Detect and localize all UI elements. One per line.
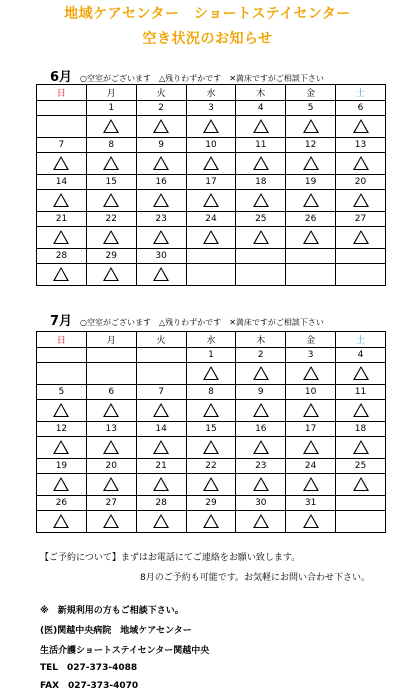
- availability-cell: [286, 190, 336, 212]
- day-number: 8: [186, 385, 236, 400]
- day-number: 6: [336, 101, 386, 116]
- day-number: 3: [186, 101, 236, 116]
- availability-cell: [37, 153, 87, 175]
- few-remaining-icon: [153, 193, 169, 207]
- fax-number: FAX 027-373-4070: [40, 681, 139, 691]
- day-number: 15: [186, 422, 236, 437]
- tel-number: TEL 027-373-4088: [40, 663, 138, 673]
- page-title: 地域ケアセンター ショートステイセンター: [64, 6, 351, 22]
- few-remaining-icon: [353, 366, 369, 380]
- few-remaining-icon: [153, 477, 169, 491]
- availability-cell: [86, 511, 136, 533]
- day-number: [236, 249, 286, 264]
- few-remaining-icon: [103, 267, 119, 281]
- few-remaining-icon: [353, 477, 369, 491]
- day-number: 21: [37, 212, 87, 227]
- day-number: 26: [286, 212, 336, 227]
- legend-few: △残りわずかです: [159, 318, 222, 327]
- day-number: [37, 101, 87, 116]
- few-remaining-icon: [53, 230, 69, 244]
- availability-cell: [236, 437, 286, 459]
- availability-cell: [186, 437, 236, 459]
- availability-cell: [186, 227, 236, 249]
- org-name: (医)関越中央病院 地域ケアセンター: [40, 626, 192, 636]
- few-remaining-icon: [353, 156, 369, 170]
- availability-cell: [336, 474, 386, 496]
- few-remaining-icon: [253, 230, 269, 244]
- few-remaining-icon: [53, 267, 69, 281]
- few-remaining-icon: [253, 156, 269, 170]
- day-number: 13: [86, 422, 136, 437]
- availability-cell: [37, 437, 87, 459]
- few-remaining-icon: [253, 193, 269, 207]
- day-number: 26: [37, 496, 87, 511]
- day-number: 1: [86, 101, 136, 116]
- few-remaining-icon: [253, 477, 269, 491]
- availability-cell: [136, 437, 186, 459]
- legend-available: ○空室がございます: [80, 74, 152, 83]
- facility-name: 生活介護ショートステイセンター関越中央: [40, 646, 210, 656]
- page-subtitle: 空き状況のお知らせ: [142, 31, 273, 47]
- availability-cell: [186, 190, 236, 212]
- july-label: 7月: [50, 314, 73, 329]
- legend-available: ○空室がございます: [80, 318, 152, 327]
- few-remaining-icon: [203, 156, 219, 170]
- day-number: 17: [286, 422, 336, 437]
- day-number: 27: [86, 496, 136, 511]
- june-label: 6月: [50, 70, 73, 85]
- availability-cell: [286, 474, 336, 496]
- day-number: 2: [236, 348, 286, 363]
- availability-cell: [336, 363, 386, 385]
- availability-cell: [37, 227, 87, 249]
- few-remaining-icon: [153, 514, 169, 528]
- weekday-header: 火: [136, 332, 186, 348]
- day-number: 29: [86, 249, 136, 264]
- availability-cell: [136, 227, 186, 249]
- availability-cell: [86, 437, 136, 459]
- few-remaining-icon: [203, 230, 219, 244]
- day-number: 15: [86, 175, 136, 190]
- august-note: 8月のご予約も可能です。お気軽にお問い合わせ下さい。: [140, 573, 371, 583]
- day-number: 5: [286, 101, 336, 116]
- day-number: 11: [236, 138, 286, 153]
- availability-cell: [336, 190, 386, 212]
- day-number: 28: [37, 249, 87, 264]
- few-remaining-icon: [353, 193, 369, 207]
- day-number: [37, 348, 87, 363]
- availability-cell: [136, 400, 186, 422]
- day-number: 20: [86, 459, 136, 474]
- day-number: 9: [236, 385, 286, 400]
- day-number: [136, 348, 186, 363]
- few-remaining-icon: [153, 230, 169, 244]
- availability-cell: [286, 511, 336, 533]
- availability-cell: [86, 116, 136, 138]
- availability-cell: [336, 437, 386, 459]
- availability-cell: [286, 264, 336, 286]
- few-remaining-icon: [303, 156, 319, 170]
- day-number: 18: [336, 422, 386, 437]
- few-remaining-icon: [103, 403, 119, 417]
- availability-cell: [86, 363, 136, 385]
- availability-cell: [236, 153, 286, 175]
- legend-few: △残りわずかです: [159, 74, 222, 83]
- availability-cell: [286, 153, 336, 175]
- few-remaining-icon: [203, 403, 219, 417]
- availability-cell: [286, 116, 336, 138]
- day-number: 12: [37, 422, 87, 437]
- availability-cell: [186, 264, 236, 286]
- day-number: 7: [136, 385, 186, 400]
- day-number: 10: [186, 138, 236, 153]
- weekday-header: 水: [186, 85, 236, 101]
- day-number: 2: [136, 101, 186, 116]
- few-remaining-icon: [353, 119, 369, 133]
- availability-cell: [186, 511, 236, 533]
- day-number: [286, 249, 336, 264]
- few-remaining-icon: [303, 403, 319, 417]
- few-remaining-icon: [103, 193, 119, 207]
- few-remaining-icon: [103, 440, 119, 454]
- day-number: 20: [336, 175, 386, 190]
- few-remaining-icon: [203, 440, 219, 454]
- availability-cell: [136, 116, 186, 138]
- weekday-header: 木: [236, 332, 286, 348]
- day-number: 10: [286, 385, 336, 400]
- availability-cell: [236, 474, 286, 496]
- day-number: 22: [186, 459, 236, 474]
- day-number: 13: [336, 138, 386, 153]
- day-number: 27: [336, 212, 386, 227]
- availability-cell: [186, 116, 236, 138]
- availability-cell: [136, 264, 186, 286]
- availability-cell: [86, 190, 136, 212]
- day-number: 21: [136, 459, 186, 474]
- availability-cell: [286, 227, 336, 249]
- july-header: [50, 310, 332, 329]
- day-number: 11: [336, 385, 386, 400]
- availability-cell: [37, 400, 87, 422]
- day-number: 17: [186, 175, 236, 190]
- weekday-header: 水: [186, 332, 236, 348]
- day-number: 30: [136, 249, 186, 264]
- availability-cell: [37, 190, 87, 212]
- day-number: 24: [186, 212, 236, 227]
- availability-cell: [86, 400, 136, 422]
- day-number: 14: [136, 422, 186, 437]
- availability-cell: [286, 400, 336, 422]
- day-number: [186, 249, 236, 264]
- weekday-header: 月: [86, 85, 136, 101]
- few-remaining-icon: [103, 156, 119, 170]
- availability-cell: [37, 511, 87, 533]
- weekday-header: 日: [37, 85, 87, 101]
- availability-cell: [37, 264, 87, 286]
- legend-full: ✕満床ですがご相談下さい: [229, 318, 324, 327]
- day-number: 22: [86, 212, 136, 227]
- few-remaining-icon: [153, 403, 169, 417]
- few-remaining-icon: [153, 119, 169, 133]
- availability-cell: [236, 116, 286, 138]
- day-number: 8: [86, 138, 136, 153]
- few-remaining-icon: [353, 440, 369, 454]
- few-remaining-icon: [253, 119, 269, 133]
- day-number: 23: [136, 212, 186, 227]
- weekday-header: 月: [86, 332, 136, 348]
- june-calendar: [36, 84, 386, 286]
- availability-cell: [136, 190, 186, 212]
- legend-full: ✕満床ですがご相談下さい: [229, 74, 324, 83]
- day-number: 19: [37, 459, 87, 474]
- few-remaining-icon: [53, 156, 69, 170]
- few-remaining-icon: [253, 514, 269, 528]
- day-number: 4: [336, 348, 386, 363]
- availability-cell: [186, 400, 236, 422]
- availability-cell: [136, 511, 186, 533]
- availability-cell: [336, 511, 386, 533]
- weekday-header: 金: [286, 332, 336, 348]
- weekday-header: 木: [236, 85, 286, 101]
- day-number: 12: [286, 138, 336, 153]
- weekday-header: 日: [37, 332, 87, 348]
- reservation-note: 【ご予約について】まずはお電話にてご連絡をお願い致します。: [40, 553, 301, 563]
- day-number: 3: [286, 348, 336, 363]
- few-remaining-icon: [103, 514, 119, 528]
- day-number: 23: [236, 459, 286, 474]
- day-number: 25: [236, 212, 286, 227]
- few-remaining-icon: [253, 366, 269, 380]
- few-remaining-icon: [353, 230, 369, 244]
- few-remaining-icon: [303, 119, 319, 133]
- availability-cell: [186, 363, 236, 385]
- availability-cell: [236, 511, 286, 533]
- day-number: 24: [286, 459, 336, 474]
- day-number: [336, 249, 386, 264]
- availability-cell: [286, 437, 336, 459]
- availability-cell: [136, 474, 186, 496]
- availability-cell: [236, 264, 286, 286]
- availability-cell: [236, 400, 286, 422]
- availability-cell: [236, 227, 286, 249]
- availability-cell: [136, 363, 186, 385]
- day-number: [336, 496, 386, 511]
- day-number: 16: [136, 175, 186, 190]
- few-remaining-icon: [53, 403, 69, 417]
- day-number: 9: [136, 138, 186, 153]
- july-calendar: [36, 331, 386, 533]
- few-remaining-icon: [53, 514, 69, 528]
- availability-cell: [86, 153, 136, 175]
- few-remaining-icon: [153, 156, 169, 170]
- day-number: 18: [236, 175, 286, 190]
- few-remaining-icon: [303, 366, 319, 380]
- day-number: 14: [37, 175, 87, 190]
- availability-cell: [336, 116, 386, 138]
- availability-cell: [37, 474, 87, 496]
- few-remaining-icon: [303, 193, 319, 207]
- few-remaining-icon: [253, 403, 269, 417]
- day-number: 5: [37, 385, 87, 400]
- day-number: 4: [236, 101, 286, 116]
- weekday-header: 土: [336, 332, 386, 348]
- day-number: 6: [86, 385, 136, 400]
- few-remaining-icon: [103, 119, 119, 133]
- day-number: 29: [186, 496, 236, 511]
- few-remaining-icon: [53, 193, 69, 207]
- few-remaining-icon: [103, 230, 119, 244]
- availability-cell: [336, 227, 386, 249]
- few-remaining-icon: [303, 230, 319, 244]
- day-number: 16: [236, 422, 286, 437]
- weekday-header: 土: [336, 85, 386, 101]
- day-number: 30: [236, 496, 286, 511]
- availability-cell: [86, 474, 136, 496]
- availability-cell: [37, 363, 87, 385]
- day-number: 1: [186, 348, 236, 363]
- availability-cell: [136, 153, 186, 175]
- few-remaining-icon: [153, 267, 169, 281]
- weekday-header: 金: [286, 85, 336, 101]
- few-remaining-icon: [253, 440, 269, 454]
- availability-cell: [236, 363, 286, 385]
- few-remaining-icon: [53, 477, 69, 491]
- availability-cell: [86, 264, 136, 286]
- day-number: 7: [37, 138, 87, 153]
- few-remaining-icon: [303, 440, 319, 454]
- few-remaining-icon: [303, 477, 319, 491]
- june-header: [50, 66, 332, 85]
- availability-cell: [236, 190, 286, 212]
- few-remaining-icon: [203, 514, 219, 528]
- day-number: 25: [336, 459, 386, 474]
- availability-cell: [336, 264, 386, 286]
- availability-cell: [186, 153, 236, 175]
- availability-cell: [336, 153, 386, 175]
- few-remaining-icon: [303, 514, 319, 528]
- few-remaining-icon: [203, 477, 219, 491]
- few-remaining-icon: [203, 193, 219, 207]
- few-remaining-icon: [203, 119, 219, 133]
- day-number: 31: [286, 496, 336, 511]
- few-remaining-icon: [153, 440, 169, 454]
- day-number: 19: [286, 175, 336, 190]
- few-remaining-icon: [353, 403, 369, 417]
- availability-cell: [186, 474, 236, 496]
- availability-cell: [336, 400, 386, 422]
- availability-cell: [286, 363, 336, 385]
- availability-cell: [86, 227, 136, 249]
- availability-cell: [37, 116, 87, 138]
- few-remaining-icon: [53, 440, 69, 454]
- day-number: 28: [136, 496, 186, 511]
- weekday-header: 火: [136, 85, 186, 101]
- day-number: [86, 348, 136, 363]
- few-remaining-icon: [203, 366, 219, 380]
- new-users-note: ※ 新規利用の方もご相談下さい。: [40, 606, 184, 616]
- few-remaining-icon: [103, 477, 119, 491]
